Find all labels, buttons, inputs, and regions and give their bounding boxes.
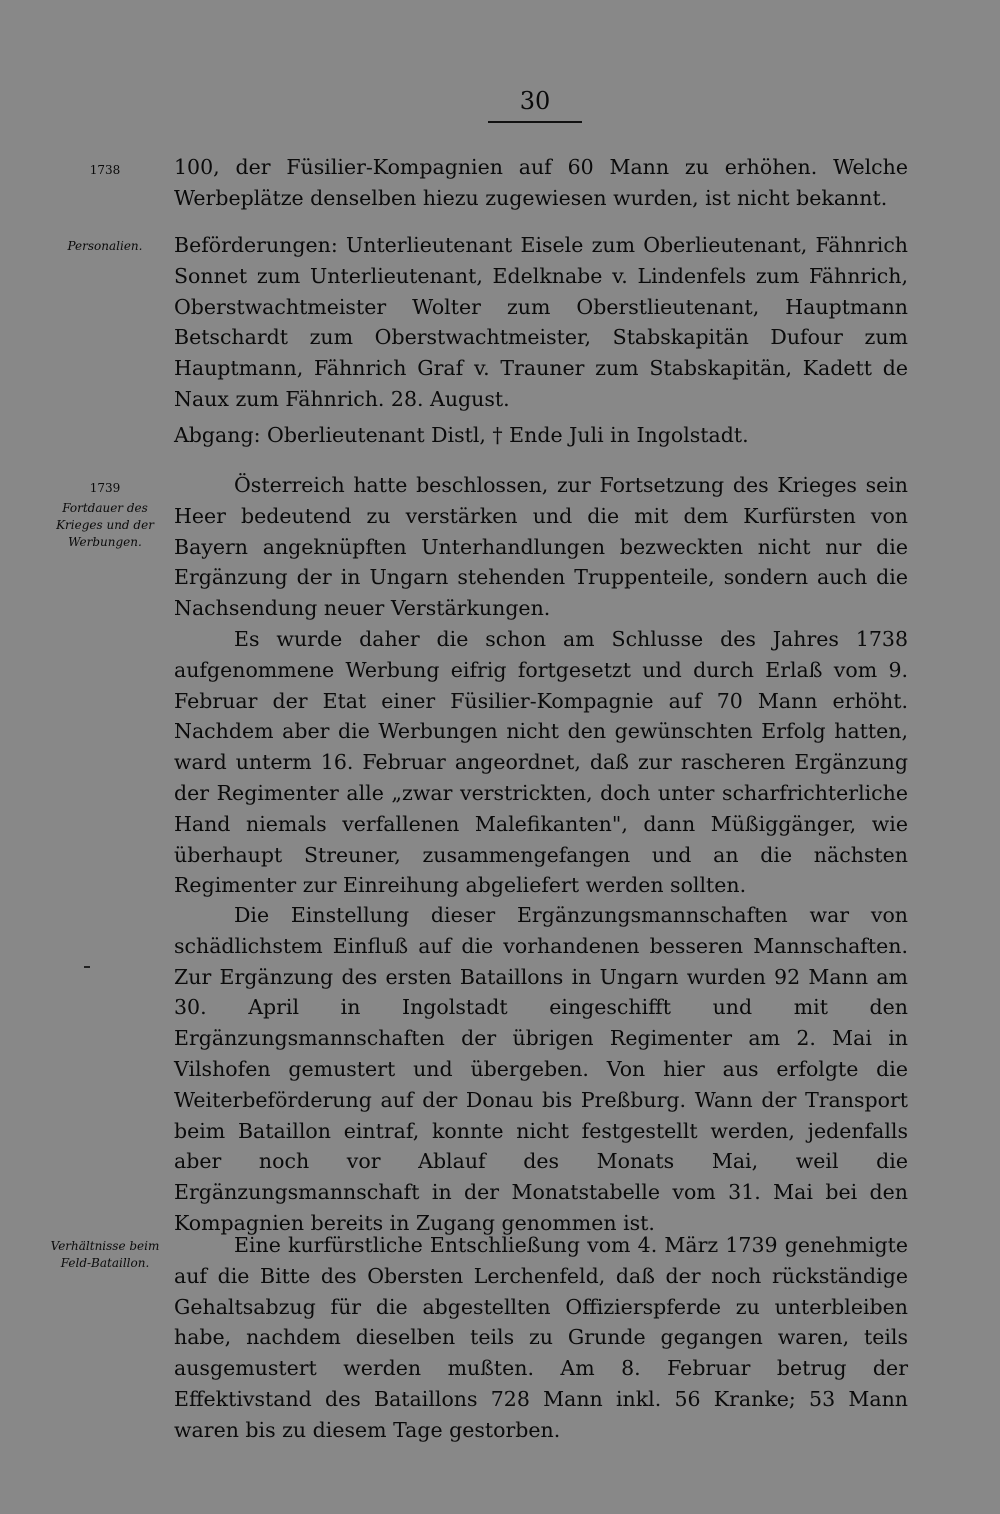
margin-note-personalien: Personalien. <box>67 239 143 253</box>
margin-note-line: Werbungen. <box>68 535 142 549</box>
paragraph-replacements: Die Einstellung dieser Ergänzungsmannschaften war von schädlichstem Einfluß auf die vorhandenen besseren Mannschaften. Zur Ergänzung des ersten Bataillons in Ungarn wurden 92 Mann am 30. April in Ingolstadt eingeschifft und mit den Ergänzungsmannschaften der übrigen Regimenter am 2. Mai in Vilshofen gemustert und übergeben. Von hier aus erfolgte die Weiterbeförderung auf der Donau bis Preßburg. Wann der Transport beim Bataillon eintraf, konnte nicht festgestellt werden, jedenfalls aber noch vor Ablauf des Monats Mai, weil die Ergänzungsmannschaft in der Monatstabelle vom 31. Mai bei den Kompagnien bereits in Zugang genommen ist. <box>174 903 908 1235</box>
margin-year-1739: 1739 <box>89 481 121 495</box>
page-number: 30 <box>519 87 551 115</box>
paragraph-1: 100, der Füsilier-Kompagnien auf 60 Mann zu erhöhen. Welche Werbeplätze denselben hiezu zugewiesen wurden, ist nicht bekannt. <box>174 155 908 210</box>
margin-year-1738: 1738 <box>89 163 121 177</box>
paragraph-austria: Österreich hatte beschlossen, zur Fortsetzung des Krieges sein Heer bedeutend zu verstärken und die mit dem Kurfürsten von Bayern angeknüpften Unterhandlungen bezweckten nicht nur die Ergänzung der in Ungarn stehenden Truppenteile, sondern auch die Nachsendung neuer Verstärkungen. <box>174 473 908 621</box>
paragraph-recruitment: Es wurde daher die schon am Schlusse des Jahres 1738 aufgenommene Werbung eifrig fortgesetzt und durch Erlaß vom 9. Februar der Etat einer Füsilier-Kompagnie auf 70 Mann erhöht. Nachdem aber die Werbungen nicht den gewünschten Erfolg hatten, ward unterm 16. Februar angeordnet, daß zur rascheren Ergänzung der Regimenter alle „zwar verstrickten, doch unter scharfrichterliche Hand niemals verfallenen Malefikanten", dann Müßiggänger, wie überhaupt Streuner, zusammengefangen und an die nächsten Regimenter zur Einreihung abgeliefert werden sollten. <box>174 627 908 898</box>
margin-note-verhaeltnisse <box>40 1238 170 1272</box>
margin-note-line: Krieges und der <box>56 518 154 532</box>
margin-note-line: Fortdauer des <box>62 501 148 515</box>
margin-note-line: Verhältnisse beim <box>50 1239 160 1253</box>
paragraph-departure: Abgang: Oberlieutenant Distl, † Ende Juli in Ingolstadt. <box>174 423 749 447</box>
paragraph-field-battalion: Eine kurfürstliche Entschließung vom 4. März 1739 genehmigte auf die Bitte des Obersten Lerchenfeld, daß der noch rückständige Gehaltsabzug für die abgestellten Offizierspferde zu unterbleiben habe, nachdem dieselben teils zu Grunde gegangen waren, teils ausgemustert werden mußten. Am 8. Februar betrug der Effektivstand des Bataillons 728 Mann inkl. 56 Kranke; 53 Mann waren bis zu diesem Tage gestorben. <box>174 1233 908 1442</box>
margin-dash <box>84 966 90 968</box>
margin-note-line: Feld-Bataillon. <box>60 1256 150 1270</box>
header-rule <box>488 121 582 123</box>
margin-note-fortdauer <box>40 500 170 551</box>
paragraph-promotions: Beförderungen: Unterlieutenant Eisele zum Oberlieutenant, Fähnrich Sonnet zum Unterlieutenant, Edelknabe v. Lindenfels zum Fähnrich, Oberstwachtmeister Wolter zum Oberstlieutenant, Hauptmann Betschardt zum Oberstwachtmeister, Stabskapitän Dufour zum Hauptmann, Fähnrich Graf v. Trauner zum Stabskapitän, Kadett de Naux zum Fähnrich. 28. August. <box>174 233 908 411</box>
